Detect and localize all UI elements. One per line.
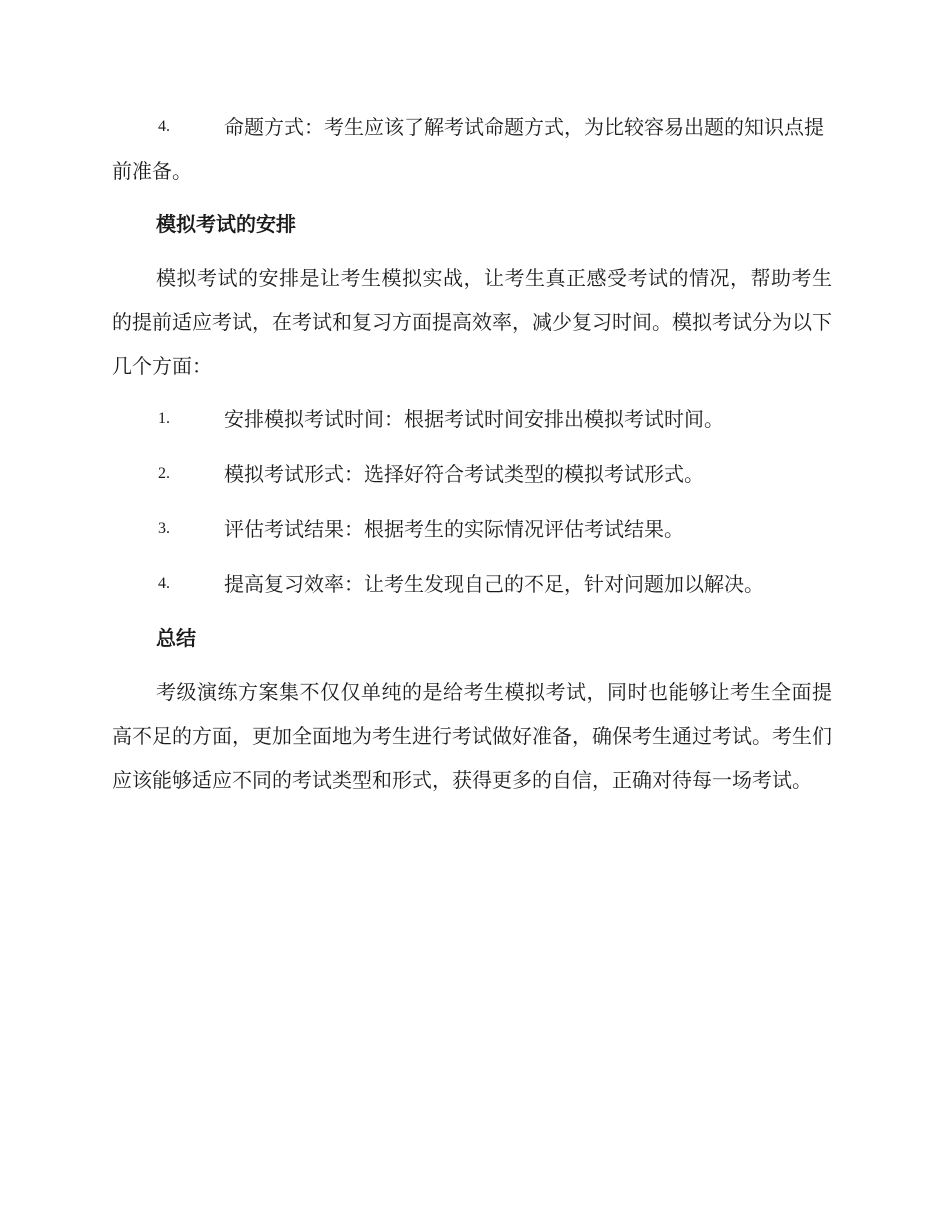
section-heading-mock-exam: 模拟考试的安排 [156,212,296,236]
list-item-prev-4 [112,105,832,193]
summary-paragraph: 考级演练方案集不仅仅单纯的是给考生模拟考试，同时也能够让考生全面提高不足的方面，更加全面地为考生进行考试做好准备，确保考生通过考试。考生们应该能够适应不同的考试类型和形式，获得更多的自信，正确对待每一场考试。 [112,680,832,792]
list-text: 评估考试结果：根据考生的实际情况评估考试结果。 [224,517,684,541]
list-number: 2. [158,465,170,482]
list-number: 1. [158,410,170,427]
list-number: 3. [158,520,170,537]
mock-exam-intro-paragraph: 模拟考试的安排是让考生模拟实战，让考生真正感受考试的情况，帮助考生的提前适应考试，在考试和复习方面提高效率，减少复习时间。模拟考试分为以下几个方面： [112,266,832,378]
section-heading-summary: 总结 [156,626,196,650]
list-text: 模拟考试形式：选择好符合考试类型的模拟考试形式。 [224,462,704,486]
list-text: 命题方式：考生应该了解考试命题方式，为比较容易出题的知识点提前准备。 [112,115,824,183]
list-text: 安排模拟考试时间：根据考试时间安排出模拟考试时间。 [224,407,724,431]
list-number: 4. [158,118,170,135]
list-text: 提高复习效率：让考生发现自己的不足，针对问题加以解决。 [224,572,764,596]
list-number: 4. [158,575,170,592]
